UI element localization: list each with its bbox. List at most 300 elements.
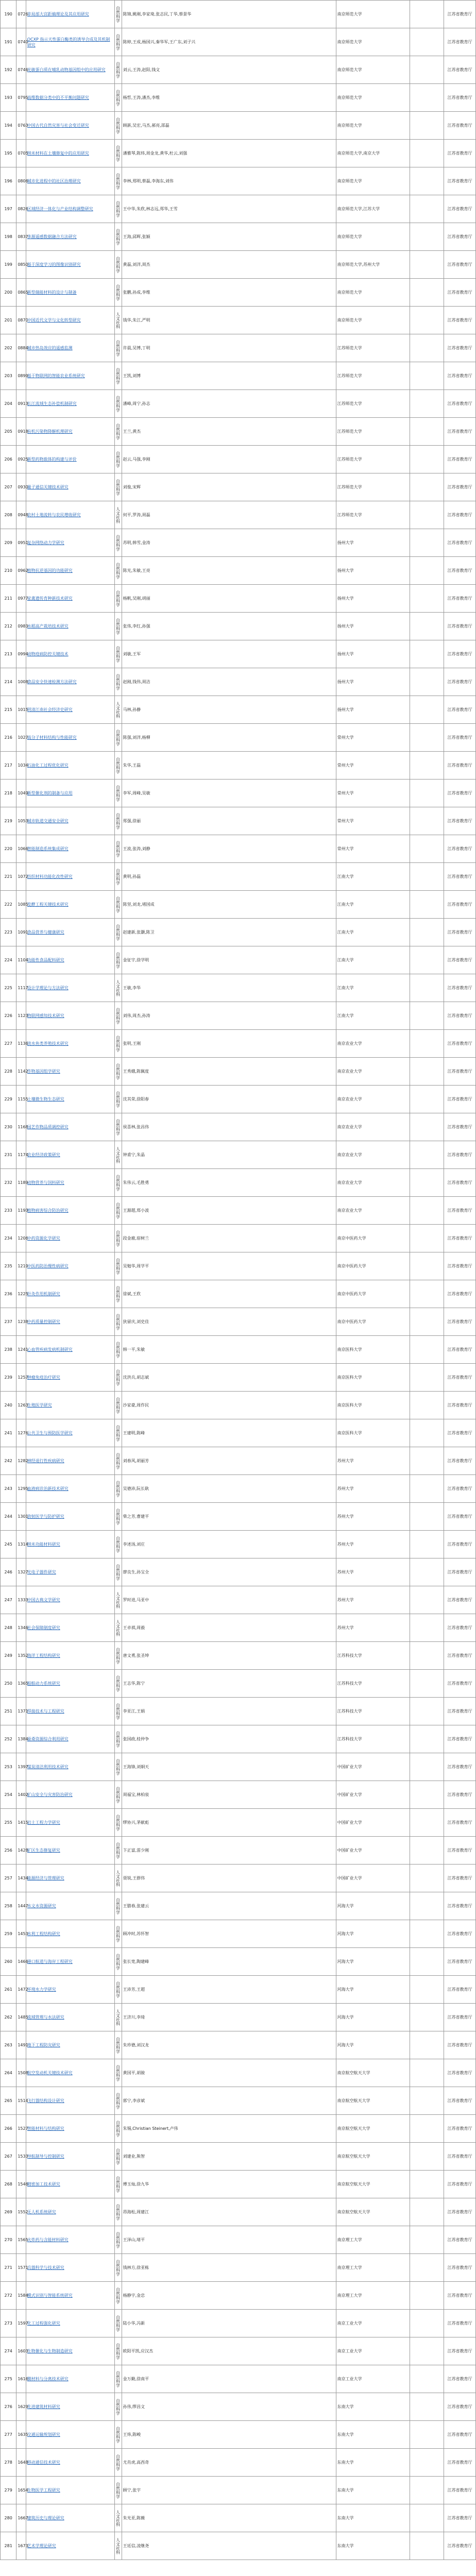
project-title-link[interactable]: 明清江南社会经济史研究 (26, 696, 114, 724)
nominating-organization: 江苏省教育厅 (444, 28, 476, 56)
project-title-link[interactable]: 土壤微生物生态研究 (26, 1086, 114, 1113)
row-number: 228 (1, 1058, 16, 1086)
project-title-link[interactable]: 家禽遗传育种新技术研究 (26, 585, 114, 613)
project-title-link[interactable]: 环境水力学研究 (26, 1976, 114, 2004)
project-code: 1301 (16, 1503, 26, 1531)
nominating-organization: 江苏省教育厅 (444, 362, 476, 390)
project-title-link[interactable]: 生物医学工程研究 (26, 2477, 114, 2504)
table-row (1, 140, 476, 167)
project-authors: 王廷信,凌继尧 (122, 2532, 336, 2560)
completing-institution: 东南大学 (336, 2449, 410, 2477)
project-title-link[interactable]: 有机污染物降解机理研究 (26, 418, 114, 446)
project-title-link[interactable]: 作物基因组学研究 (26, 1058, 114, 1086)
table-row (1, 2198, 476, 2226)
project-title-link[interactable]: 兵器科学与技术研究 (26, 2254, 114, 2282)
project-code: 1673 (16, 2532, 26, 2560)
project-authors: 王海,邱辉,张颖 (122, 223, 336, 251)
blank-cell (410, 2115, 444, 2143)
project-title-link[interactable]: 发酵工程关键技术研究 (26, 891, 114, 919)
project-title-link[interactable]: 放射医学与防护研究 (26, 1503, 114, 1531)
project-title-link[interactable]: 新型储能材料的设计与制备 (26, 279, 114, 307)
blank-cell (410, 1308, 444, 1336)
blank-cell (410, 2004, 444, 2031)
table-row (1, 1558, 476, 1586)
project-title-link[interactable]: 量子通信关键技术研究 (26, 473, 114, 501)
nominating-organization: 江苏省教育厅 (444, 334, 476, 362)
table-row (1, 1503, 476, 1531)
project-title-link[interactable]: 地下工程防灾研究 (26, 2031, 114, 2059)
project-title-link[interactable]: 中国古代自然灾害与社会变迁研究 (26, 112, 114, 140)
row-number: 202 (1, 334, 16, 362)
nominating-organization: 江苏省教育厅 (444, 1698, 476, 1725)
table-row (1, 946, 476, 974)
nominating-organization: 江苏省教育厅 (444, 1197, 476, 1225)
completing-institution: 江苏师范大学 (336, 446, 410, 473)
row-number: 231 (1, 1141, 16, 1169)
blank-cell (410, 2365, 444, 2393)
project-code: 1117 (16, 974, 26, 1002)
nominating-organization: 江苏省教育厅 (444, 2365, 476, 2393)
project-category: 自然科学 (114, 1781, 122, 1809)
project-authors: 潘雅琴,陈炜,周金龙,黄华,杜云,刘强 (122, 140, 336, 167)
table-row (1, 251, 476, 279)
project-title-link[interactable]: 基于物联网的智能农业系统研究 (26, 362, 114, 390)
project-code: 0930 (16, 473, 26, 501)
table-row (1, 1892, 476, 1920)
row-number: 211 (1, 585, 16, 613)
project-title-link[interactable]: 中药资源化学研究 (26, 1225, 114, 1252)
project-category: 自然科学 (114, 1447, 122, 1475)
project-code: 0865 (16, 279, 26, 307)
project-authors: 李军,周峰,吴敏 (122, 779, 336, 807)
project-code: 1527 (16, 2115, 26, 2143)
project-code: 1629 (16, 2393, 26, 2421)
project-title-link[interactable]: 长江流域生态补偿机制研究 (26, 390, 114, 418)
project-category: 自然科学 (114, 1252, 122, 1280)
project-code: 0795 (16, 84, 26, 112)
project-title-link[interactable]: 农村土地流转与农民增收研究 (26, 501, 114, 529)
nominating-organization: 江苏省教育厅 (444, 1113, 476, 1141)
project-title-link[interactable]: 区域经济一体化与产业结构调整研究 (26, 195, 114, 223)
project-authors: 卞正富,雷少刚 (122, 1837, 336, 1865)
project-title-link[interactable]: 城市化进程中的社区治理研究 (26, 167, 114, 195)
blank-cell (410, 2226, 444, 2254)
project-category: 自然科学 (114, 640, 122, 668)
project-category: 自然科学 (114, 557, 122, 585)
project-title-link[interactable]: 膜材料与分离技术研究 (26, 2365, 114, 2393)
project-title-link[interactable]: 智能制造系统集成研究 (26, 835, 114, 863)
row-number: 203 (1, 362, 16, 390)
project-title-link[interactable]: 中药质量控制研究 (26, 1308, 114, 1336)
project-title-link[interactable]: 石油化工过程优化研究 (26, 752, 114, 779)
project-title-link[interactable]: 中国近代文学与文化转型研究 (26, 307, 114, 334)
project-title-link[interactable]: 食品安全快速检测方法研究 (26, 668, 114, 696)
project-title-link[interactable]: 社会保障制度研究 (26, 1614, 114, 1642)
nominating-organization: 江苏省教育厅 (444, 2115, 476, 2143)
project-title-link[interactable]: 建筑历史与理论研究 (26, 2504, 114, 2532)
completing-institution: 南京农业大学 (336, 1030, 410, 1058)
project-title-link[interactable]: 纺织材料功能化改性研究 (26, 863, 114, 891)
blank-cell (410, 2143, 444, 2171)
project-title-link[interactable]: 船舶动力系统研究 (26, 1670, 114, 1698)
completing-institution: 南京航空航天大学 (336, 2059, 410, 2087)
completing-institution: 扬州大学 (336, 585, 410, 613)
project-title-link[interactable]: 心血管疾病发病机制研究 (26, 1336, 114, 1364)
project-title-link[interactable]: 园艺作物品质调控研究 (26, 1113, 114, 1141)
row-number: 260 (1, 1948, 16, 1976)
project-code: 1072 (16, 863, 26, 891)
project-code: 1049 (16, 779, 26, 807)
project-code: 1238 (16, 1308, 26, 1336)
table-row (1, 2004, 476, 2031)
project-category: 自然科学 (114, 529, 122, 557)
project-title-link[interactable]: 中医药防治慢性病研究 (26, 1252, 114, 1280)
project-authors: 朱华,王磊 (122, 752, 336, 779)
project-title-link[interactable]: 动物营养与饲料研究 (26, 1169, 114, 1197)
project-title-link[interactable]: 交通运输规划研究 (26, 2421, 114, 2449)
project-title-link[interactable]: 海洋工程结构研究 (26, 1642, 114, 1670)
project-code: 1168 (16, 1113, 26, 1141)
table-row (1, 1197, 476, 1225)
project-title-link[interactable]: 物联网感知技术研究 (26, 1002, 114, 1030)
row-number: 224 (1, 946, 16, 974)
completing-institution: 南京航空航天大学 (336, 2171, 410, 2198)
project-title-link[interactable]: 基于深度学习的图像识别研究 (26, 251, 114, 279)
project-category: 自然科学 (114, 1642, 122, 1670)
table-row (1, 1280, 476, 1308)
project-code: 1397 (16, 1753, 26, 1781)
project-category: 自然科学 (114, 1531, 122, 1558)
completing-institution: 南京航空航天大学 (336, 2143, 410, 2171)
blank-cell (410, 1419, 444, 1447)
row-number: 235 (1, 1252, 16, 1280)
project-title-link[interactable]: 精密加工技术研究 (26, 2171, 114, 2198)
nominating-organization: 江苏省教育厅 (444, 1865, 476, 1892)
project-code: 1616 (16, 2365, 26, 2393)
project-category: 自然科学 (114, 418, 122, 446)
completing-institution: 常州大学 (336, 752, 410, 779)
table-row (1, 362, 476, 390)
project-code: 1282 (16, 1447, 26, 1475)
row-number: 248 (1, 1614, 16, 1642)
project-code: 1015 (16, 696, 26, 724)
project-title-link[interactable]: 能源经济与管理研究 (26, 1865, 114, 1892)
row-number: 247 (1, 1586, 16, 1614)
project-category: 自然科学 (114, 1364, 122, 1392)
row-number: 230 (1, 1113, 16, 1141)
project-title-link[interactable]: 城市热岛效应的遥感监测 (26, 334, 114, 362)
project-title-link[interactable]: 淡水鱼类养殖技术研究 (26, 1030, 114, 1058)
project-title-link[interactable]: 光敏蛋白质在哺乳动物基因组中的应用研究 (26, 56, 114, 84)
project-title-link[interactable]: 新型催化剂的制备与应用 (26, 779, 114, 807)
project-title-link[interactable]: 模式识别与智能系统研究 (26, 2282, 114, 2310)
project-title-link[interactable]: 飞行器结构设计研究 (26, 2087, 114, 2115)
project-authors: 王波,张涛,刘静 (122, 835, 336, 863)
completing-institution: 扬州大学 (336, 557, 410, 585)
project-category: 自然科学 (114, 167, 122, 195)
table-row (1, 2087, 476, 2115)
table-row (1, 529, 476, 557)
blank-cell (410, 1503, 444, 1531)
project-title-link[interactable]: 动物疫病防控关键技术 (26, 640, 114, 668)
nominating-organization: 江苏省教育厅 (444, 1169, 476, 1197)
blank-cell (410, 919, 444, 946)
project-code: 1327 (16, 1558, 26, 1586)
project-title-link[interactable]: 血液病诊治新技术研究 (26, 1475, 114, 1503)
nominating-organization: 江苏省教育厅 (444, 1948, 476, 1976)
project-title-link[interactable]: 无人机系统研究 (26, 2198, 114, 2226)
project-authors: 傅玉灿,徐九华 (122, 2171, 336, 2198)
blank-cell (410, 1002, 444, 1030)
project-title-link[interactable]: 神经退行性疾病研究 (26, 1447, 114, 1475)
project-title-link[interactable]: 矿山安全与灾害防治研究 (26, 1781, 114, 1809)
blank-cell (410, 446, 444, 473)
project-title-link[interactable]: 光电子器件研究 (26, 1558, 114, 1586)
project-code: 1027 (16, 724, 26, 752)
table-row (1, 557, 476, 585)
completing-institution: 南京航空航天大学 (336, 2198, 410, 2226)
project-title-link[interactable]: 城市轨道交通安全研究 (26, 807, 114, 835)
project-authors: 郑强,徐丽 (122, 807, 336, 835)
project-authors: 刘敏,王军 (122, 640, 336, 668)
row-number: 277 (1, 2421, 16, 2449)
row-number: 241 (1, 1419, 16, 1447)
row-number: 237 (1, 1308, 16, 1336)
nominating-organization: 江苏省教育厅 (444, 1976, 476, 2004)
row-number: 221 (1, 863, 16, 891)
project-code: 1597 (16, 2310, 26, 2337)
project-category: 自然科学 (114, 2310, 122, 2337)
project-title-link[interactable]: 智能材料与结构研究 (26, 2115, 114, 2143)
project-title-link[interactable]: 复杂网络动力学研究 (26, 529, 114, 557)
project-authors: 沈其荣,徐阳春 (122, 1086, 336, 1113)
completing-institution: 东南大学 (336, 2393, 410, 2421)
table-row (1, 807, 476, 835)
completing-institution: 南京航空航天大学 (336, 2115, 410, 2143)
completing-institution: 苏州大学 (336, 1447, 410, 1475)
completing-institution: 常州大学 (336, 807, 410, 835)
project-authors: 王炜,陈峻 (122, 2421, 336, 2449)
project-code: 1428 (16, 1837, 26, 1865)
completing-institution: 江南大学 (336, 891, 410, 919)
nominating-organization: 江苏省教育厅 (444, 1781, 476, 1809)
table-row (1, 2115, 476, 2143)
project-authors: 顾宁,张宇 (122, 2477, 336, 2504)
project-title-link[interactable]: 生殖医学研究 (26, 1392, 114, 1419)
project-title-link[interactable]: 导航制导与控制研究 (26, 2143, 114, 2171)
project-authors: 韩一平,朱敏 (122, 1336, 336, 1364)
blank-cell (410, 1086, 444, 1113)
project-category: 自然科学 (114, 2282, 122, 2310)
project-title-link[interactable]: 生物催化与生物制造研究 (26, 2337, 114, 2365)
project-code: 0884 (16, 334, 26, 362)
completing-institution: 东南大学 (336, 2421, 410, 2449)
completing-institution: 河海大学 (336, 1976, 410, 2004)
project-category: 自然科学 (114, 2477, 122, 2504)
project-authors: 顾冲时,苏怀智 (122, 1920, 336, 1948)
row-number: 253 (1, 1753, 16, 1781)
project-authors: 张明,王刚 (122, 1030, 336, 1058)
nominating-organization: 江苏省教育厅 (444, 140, 476, 167)
blank-cell (410, 1809, 444, 1837)
project-category: 自然科学 (114, 1892, 122, 1920)
project-title-link[interactable]: 移动通信技术研究 (26, 2449, 114, 2477)
row-number: 265 (1, 2087, 16, 2115)
project-title-link[interactable]: 蚕桑资源综合利用研究 (26, 1725, 114, 1753)
project-category: 自然科学 (114, 1837, 122, 1865)
project-title-link[interactable]: 水利工程结构研究 (26, 1920, 114, 1948)
project-category: 自然科学 (114, 585, 122, 613)
project-title-link[interactable]: 针灸作用机制研究 (26, 1280, 114, 1308)
table-row (1, 473, 476, 501)
blank-cell (410, 1280, 444, 1308)
project-title-link[interactable]: 焊接技术与工程研究 (26, 1698, 114, 1725)
project-title-link[interactable]: 新型药物载体的构建与评价 (26, 446, 114, 473)
nominating-organization: 江苏省教育厅 (444, 2059, 476, 2087)
nominating-organization: 江苏省教育厅 (444, 446, 476, 473)
project-title-link[interactable]: 植物病害综合防治研究 (26, 1197, 114, 1225)
nominating-organization: 江苏省教育厅 (444, 752, 476, 779)
completing-institution: 南京师范大学 (336, 56, 410, 84)
row-number: 246 (1, 1558, 16, 1586)
blank-cell (410, 1225, 444, 1252)
blank-cell (410, 1336, 444, 1364)
nominating-organization: 江苏省教育厅 (444, 1252, 476, 1280)
project-title-link[interactable]: 纳米材料在土壤修复中的应用研究 (26, 140, 114, 167)
completing-institution: 南京中医药大学 (336, 1280, 410, 1308)
nominating-organization: 江苏省教育厅 (444, 2477, 476, 2504)
project-title-link[interactable]: 化工过程强化研究 (26, 2310, 114, 2337)
table-row (1, 1447, 476, 1475)
project-authors: 唐文勇,张圣坤 (122, 1642, 336, 1670)
project-title-link[interactable]: 航空发动机关键技术研究 (26, 2059, 114, 2087)
nominating-organization: 江苏省教育厅 (444, 919, 476, 946)
project-category: 人文社科 (114, 1141, 122, 1169)
project-title-link[interactable]: 高分子材料结构与性能研究 (26, 724, 114, 752)
project-title-link[interactable]: 中国古典文学研究 (26, 1586, 114, 1614)
blank-cell (410, 2504, 444, 2532)
project-title-link[interactable]: 肿瘤免疫治疗研究 (26, 1364, 114, 1392)
blank-cell (410, 779, 444, 807)
project-title-link[interactable]: 多源遥感数据融合方法研究 (26, 223, 114, 251)
completing-institution: 江南大学 (336, 863, 410, 891)
project-category: 自然科学 (114, 446, 122, 473)
blank-cell (410, 2421, 444, 2449)
completing-institution: 南京师范大学 (336, 1, 410, 28)
completing-institution: 南京师范大学 (336, 112, 410, 140)
completing-institution: 扬州大学 (336, 696, 410, 724)
project-code: 1514 (16, 2087, 26, 2115)
row-number: 236 (1, 1280, 16, 1308)
project-code: 1123 (16, 1002, 26, 1030)
project-category: 自然科学 (114, 1948, 122, 1976)
project-authors: 许晨,吴博,丁明 (122, 334, 336, 362)
nominating-organization: 江苏省教育厅 (444, 418, 476, 446)
table-row (1, 56, 476, 84)
project-title-link[interactable]: 非局部大宫距熵理论及其应用研究 (26, 1, 114, 28)
project-authors: 孙伟,缪昌文 (122, 2393, 336, 2421)
table-row (1, 501, 476, 529)
table-row (1, 640, 476, 668)
project-title-link[interactable]: 纳米功能材料研究 (26, 1531, 114, 1558)
project-authors: 朱锡,Christian Steinert,卢伟 (122, 2115, 336, 2143)
project-authors: 刘春风,胡丽芳 (122, 1447, 336, 1475)
project-code: 0870 (16, 307, 26, 334)
nominating-organization: 江苏省教育厅 (444, 1030, 476, 1058)
project-code: 0962 (16, 557, 26, 585)
table-row (1, 279, 476, 307)
project-title-link[interactable]: 水文水资源研究 (26, 1892, 114, 1920)
project-category: 人文社科 (114, 1614, 122, 1642)
row-number: 199 (1, 251, 16, 279)
project-title-link[interactable]: 高维数据分类中的不平衡问题研究 (26, 84, 114, 112)
project-title-link[interactable]: 煤炭清洁利用技术研究 (26, 1753, 114, 1781)
project-authors: 马林,孙静 (122, 696, 336, 724)
project-title-link[interactable]: 港口航道与海岸工程研究 (26, 1948, 114, 1976)
project-title-link[interactable]: 艺术学理论研究 (26, 2532, 114, 2560)
table-row (1, 1531, 476, 1558)
completing-institution: 南京理工大学 (336, 2254, 410, 2282)
table-row (1, 418, 476, 446)
project-authors: 朱伟云,毛胜勇 (122, 1169, 336, 1197)
table-row (1, 2449, 476, 2477)
completing-institution: 苏州大学 (336, 1558, 410, 1586)
row-number: 252 (1, 1725, 16, 1753)
table-row (1, 2365, 476, 2393)
completing-institution: 东南大学 (336, 2532, 410, 2560)
blank-cell (410, 84, 444, 112)
project-category: 自然科学 (114, 195, 122, 223)
blank-cell (410, 1169, 444, 1197)
completing-institution: 江苏师范大学 (336, 473, 410, 501)
nominating-organization: 江苏省教育厅 (444, 2449, 476, 2477)
project-title-link[interactable]: 设计学理论与方法研究 (26, 974, 114, 1002)
project-category: 自然科学 (114, 1503, 122, 1531)
project-title-link[interactable]: 先进建筑材料研究 (26, 2393, 114, 2421)
project-category: 自然科学 (114, 28, 122, 56)
nominating-organization: 江苏省教育厅 (444, 1225, 476, 1252)
project-code: 1571 (16, 2254, 26, 2282)
project-title-link[interactable]: 矿区生态修复研究 (26, 1837, 114, 1865)
nominating-organization: 江苏省教育厅 (444, 1002, 476, 1030)
project-title-link[interactable]: 功能性食品配料研究 (26, 946, 114, 974)
blank-cell (410, 1725, 444, 1753)
project-title-link[interactable]: 火炸药与含能材料研究 (26, 2226, 114, 2254)
project-title-link[interactable]: 食品营养与健康研究 (26, 919, 114, 946)
project-category: 自然科学 (114, 1308, 122, 1336)
project-title-link[interactable]: 岩土工程力学研究 (26, 1809, 114, 1837)
project-authors: 周福宝,林柏泉 (122, 1781, 336, 1809)
project-category: 自然科学 (114, 1058, 122, 1086)
project-title-link[interactable]: 植物抗逆基因的功能研究 (26, 557, 114, 585)
table-row (1, 2143, 476, 2171)
project-title-link[interactable]: 流域管理与水法研究 (26, 2004, 114, 2031)
completing-institution: 江苏师范大学 (336, 334, 410, 362)
project-title-link[interactable]: 水稻高产栽培技术研究 (26, 613, 114, 640)
nominating-organization: 江苏省教育厅 (444, 696, 476, 724)
nominating-organization: 江苏省教育厅 (444, 1419, 476, 1447)
nominating-organization: 江苏省教育厅 (444, 1586, 476, 1614)
table-row (1, 1113, 476, 1141)
project-title-link[interactable]: 公共卫生与预防医学研究 (26, 1419, 114, 1447)
project-category: 人文社科 (114, 2532, 122, 2560)
completing-institution: 河海大学 (336, 1948, 410, 1976)
project-title-link[interactable]: 农业经济政策研究 (26, 1141, 114, 1169)
nominating-organization: 江苏省教育厅 (444, 84, 476, 112)
nominating-organization: 江苏省教育厅 (444, 1447, 476, 1475)
project-code: 1008 (16, 668, 26, 696)
project-title-link[interactable]: OCXP 指示天性蛋白酶类的诱导合成及其机制研究 (26, 28, 114, 56)
